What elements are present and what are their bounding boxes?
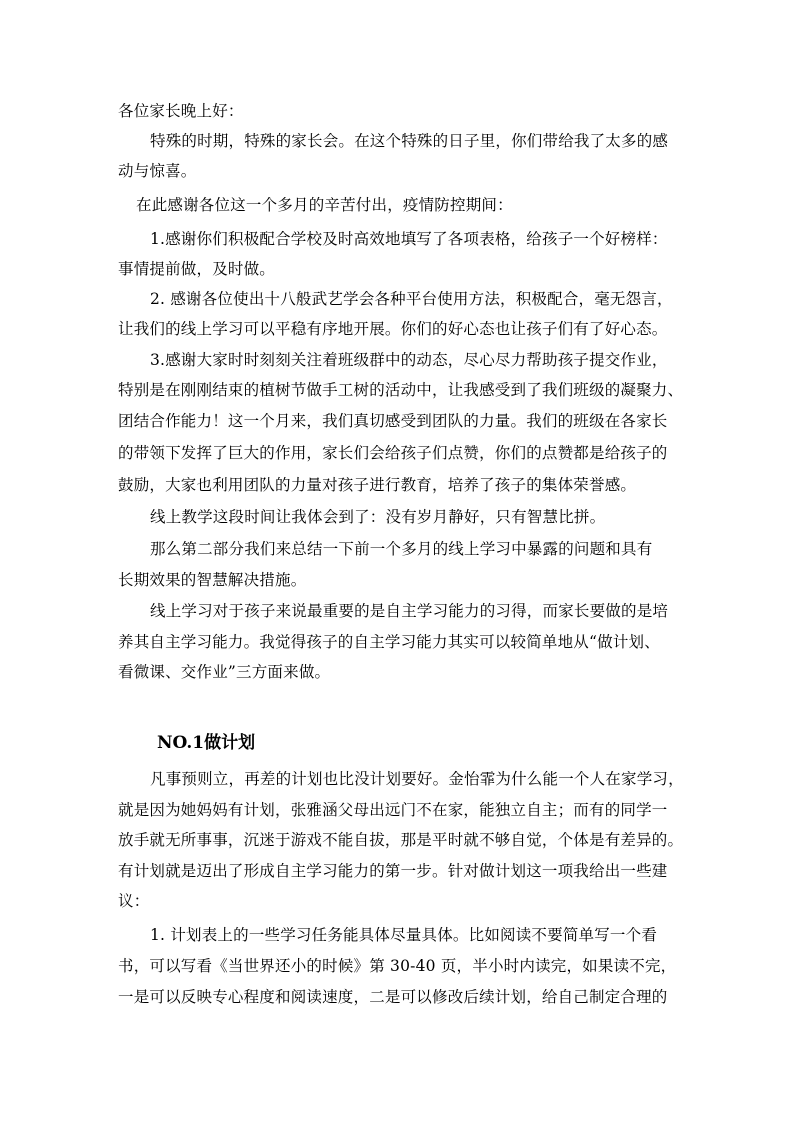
list-item-line: 的带领下发挥了巨大的作用，家长们会给孩子们点赞，你们的点赞都是给孩子的 (118, 444, 668, 462)
greeting: 各位家长晚上好： (118, 102, 244, 120)
paragraph-line: 养其自主学习能力。我觉得孩子的自主学习能力其实可以较简单地从“做计划、 (118, 633, 660, 651)
paragraph-line: 凡事预则立，再差的计划也比没计划要好。金怡霏为什么能一个人在家学习， (150, 770, 684, 788)
paragraph-line: 那么第二部分我们来总结一下前一个多月的线上学习中暴露的问题和具有 (150, 540, 653, 558)
list-item-line: 特别是在刚刚结束的植树节做手工树的活动中，让我感受到了我们班级的凝聚力、 (118, 381, 684, 399)
list-item-line: 3.感谢大家时时刻刻关注着班级群中的动态，尽心尽力帮助孩子提交作业， (150, 351, 668, 369)
list-item-line: 鼓励，大家也利用团队的力量对孩子进行教育，培养了孩子的集体荣誉感。 (118, 476, 637, 494)
paragraph-line: 线上学习对于孩子来说最重要的是自主学习能力的习得，而家长要做的是培 (150, 602, 669, 620)
section-heading: NO.1做计划 (157, 733, 256, 753)
paragraph-line: 长期效果的智慧解决措施。 (118, 571, 307, 589)
list-item-line: 让我们的线上学习可以平稳有序地开展。你们的好心态也让孩子们有了好心态。 (118, 320, 668, 338)
paragraph-line: 议： (118, 892, 150, 910)
list-item-line: 事情提前做，及时做。 (118, 260, 276, 278)
list-item-line: 一是可以反映专心程度和阅读速度，二是可以修改后续计划，给自己制定合理的 (118, 988, 668, 1006)
paragraph-line: 就是因为她妈妈有计划，张雅涵父母出远门不在家，能独立自主；而有的同学一 (118, 801, 668, 819)
list-item-line: 1.感谢你们积极配合学校及时高效地填写了各项表格，给孩子一个好榜样： (150, 230, 668, 248)
list-item-line: 2. 感谢各位使出十八般武艺学会各种平台使用方法，积极配合，毫无怨言， (150, 290, 673, 308)
list-item-line: 团结合作能力！这一个月来，我们真切感受到团队的力量。我们的班级在各家长 (118, 412, 668, 430)
list-item-line: 书，可以写看《当世界还小的时候》第 30-40 页，半小时内读完，如果读不完， (118, 957, 677, 975)
paragraph-line: 有计划就是迈出了形成自主学习能力的第一步。针对做计划这一项我给出一些建 (118, 862, 668, 880)
paragraph-line: 动与惊喜。 (118, 162, 197, 180)
paragraph-line: 在此感谢各位这一个多月的辛苦付出，疫情防控期间： (136, 196, 513, 214)
paragraph-line: 放手就无所事事，沉迷于游戏不能自拔，那是平时就不够自觉，个体是有差异的。 (118, 831, 684, 849)
paragraph-line: 特殊的时期，特殊的家长会。在这个特殊的日子里，你们带给我了太多的感 (150, 132, 669, 150)
paragraph-line: 线上教学这段时间让我体会到了：没有岁月静好，只有智慧比拼。 (150, 508, 606, 526)
paragraph-line: 看微课、交作业”三方面来做。 (118, 663, 331, 681)
list-item-line: 1. 计划表上的一些学习任务能具体尽量具体。比如阅读不要简单写一个看 (150, 926, 658, 944)
